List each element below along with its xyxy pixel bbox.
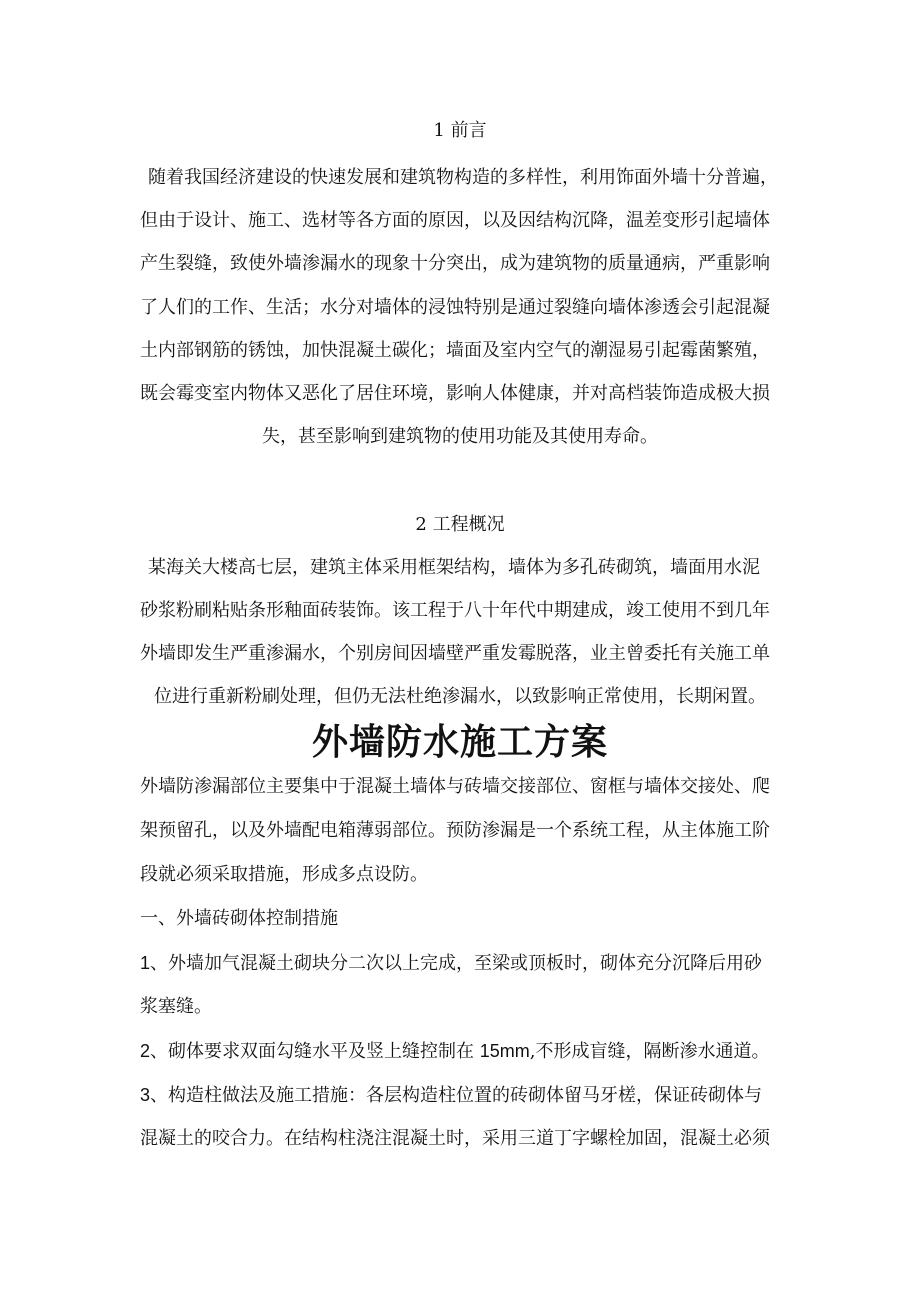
list-item-line: 浆塞缝。	[140, 996, 212, 1017]
paragraph-line: 外墙即发生严重渗漏水，个别房间因墙壁严重发霉脱落，业主曾委托有关施工单	[140, 643, 770, 664]
list-item-line	[140, 951, 800, 976]
list-item-line: 混凝土的咬合力。在结构柱浇注混凝土时，采用三道丁字螺栓加固，混凝土必须	[140, 1128, 770, 1149]
paragraph-line: 失，甚至影响到建筑物的使用功能及其使用寿命。	[262, 426, 658, 447]
measurement-value: 15mm	[479, 1041, 530, 1061]
section-heading-preface: 1 前言	[433, 120, 487, 141]
paragraph-line: 架预留孔，以及外墙配电箱薄弱部位。预防渗漏是一个系统工程，从主体施工阶	[140, 820, 770, 841]
paragraph-line: 土内部钢筋的锈蚀，加快混凝土碳化；墙面及室内空气的潮湿易引起霉菌繁殖，	[140, 340, 770, 361]
paragraph-line: 位进行重新粉刷处理，但仍无法杜绝渗漏水，以致影响正常使用，长期闲置。	[154, 686, 766, 707]
list-item-text: 、构造柱做法及施工措施：各层构造柱位置的砖砌体留马牙槎，保证砖砌体与	[150, 1085, 763, 1106]
paragraph-line: 但由于设计、施工、选材等各方面的原因，以及因结构沉降，温差变形引起墙体	[140, 210, 770, 231]
paragraph-line: 随着我国经济建设的快速发展和建筑物构造的多样性，利用饰面外墙十分普遍，	[148, 167, 778, 188]
paragraph-line: 了人们的工作、生活；水分对墙体的浸蚀特别是通过裂缝向墙体渗透会引起混凝	[140, 297, 770, 318]
page-title: 外墙防水施工方案	[311, 721, 608, 763]
list-item-number: 3	[140, 1085, 151, 1105]
list-item-line	[140, 1083, 800, 1108]
paragraph-line: 某海关大楼高七层，建筑主体采用框架结构，墙体为多孔砖砌筑，墙面用水泥	[148, 557, 760, 578]
paragraph-line: 既会霉变室内物体又恶化了居住环境，影响人体健康，并对高档装饰造成极大损	[140, 383, 770, 404]
paragraph-line: 段就必须采取措施，形成多点设防。	[140, 864, 428, 885]
paragraph-line: 外墙防渗漏部位主要集中于混凝土墙体与砖墙交接部位、窗框与墙体交接处、爬	[140, 776, 770, 797]
section-heading-project-overview: 2 工程概况	[415, 514, 505, 535]
list-item-text: ,不形成盲缝，隔断渗水通道。	[529, 1041, 770, 1062]
list-item-number: 1	[140, 953, 151, 973]
paragraph-line: 产生裂缝，致使外墙渗漏水的现象十分突出，成为建筑物的质量通病，严重影响	[140, 253, 770, 274]
list-item-text: 、外墙加气混凝土砌块分二次以上完成，至梁或顶板时，砌体充分沉降后用砂	[150, 953, 763, 974]
part-heading: 一、外墙砖砌体控制措施	[140, 908, 338, 929]
list-item-number: 2	[140, 1041, 151, 1061]
list-item-text: 、砌体要求双面勾缝水平及竖上缝控制在	[150, 1041, 480, 1062]
paragraph-line: 砂浆粉刷粘贴条形釉面砖装饰。该工程于八十年代中期建成，竣工使用不到几年	[140, 600, 770, 621]
list-item-line	[140, 1039, 800, 1064]
